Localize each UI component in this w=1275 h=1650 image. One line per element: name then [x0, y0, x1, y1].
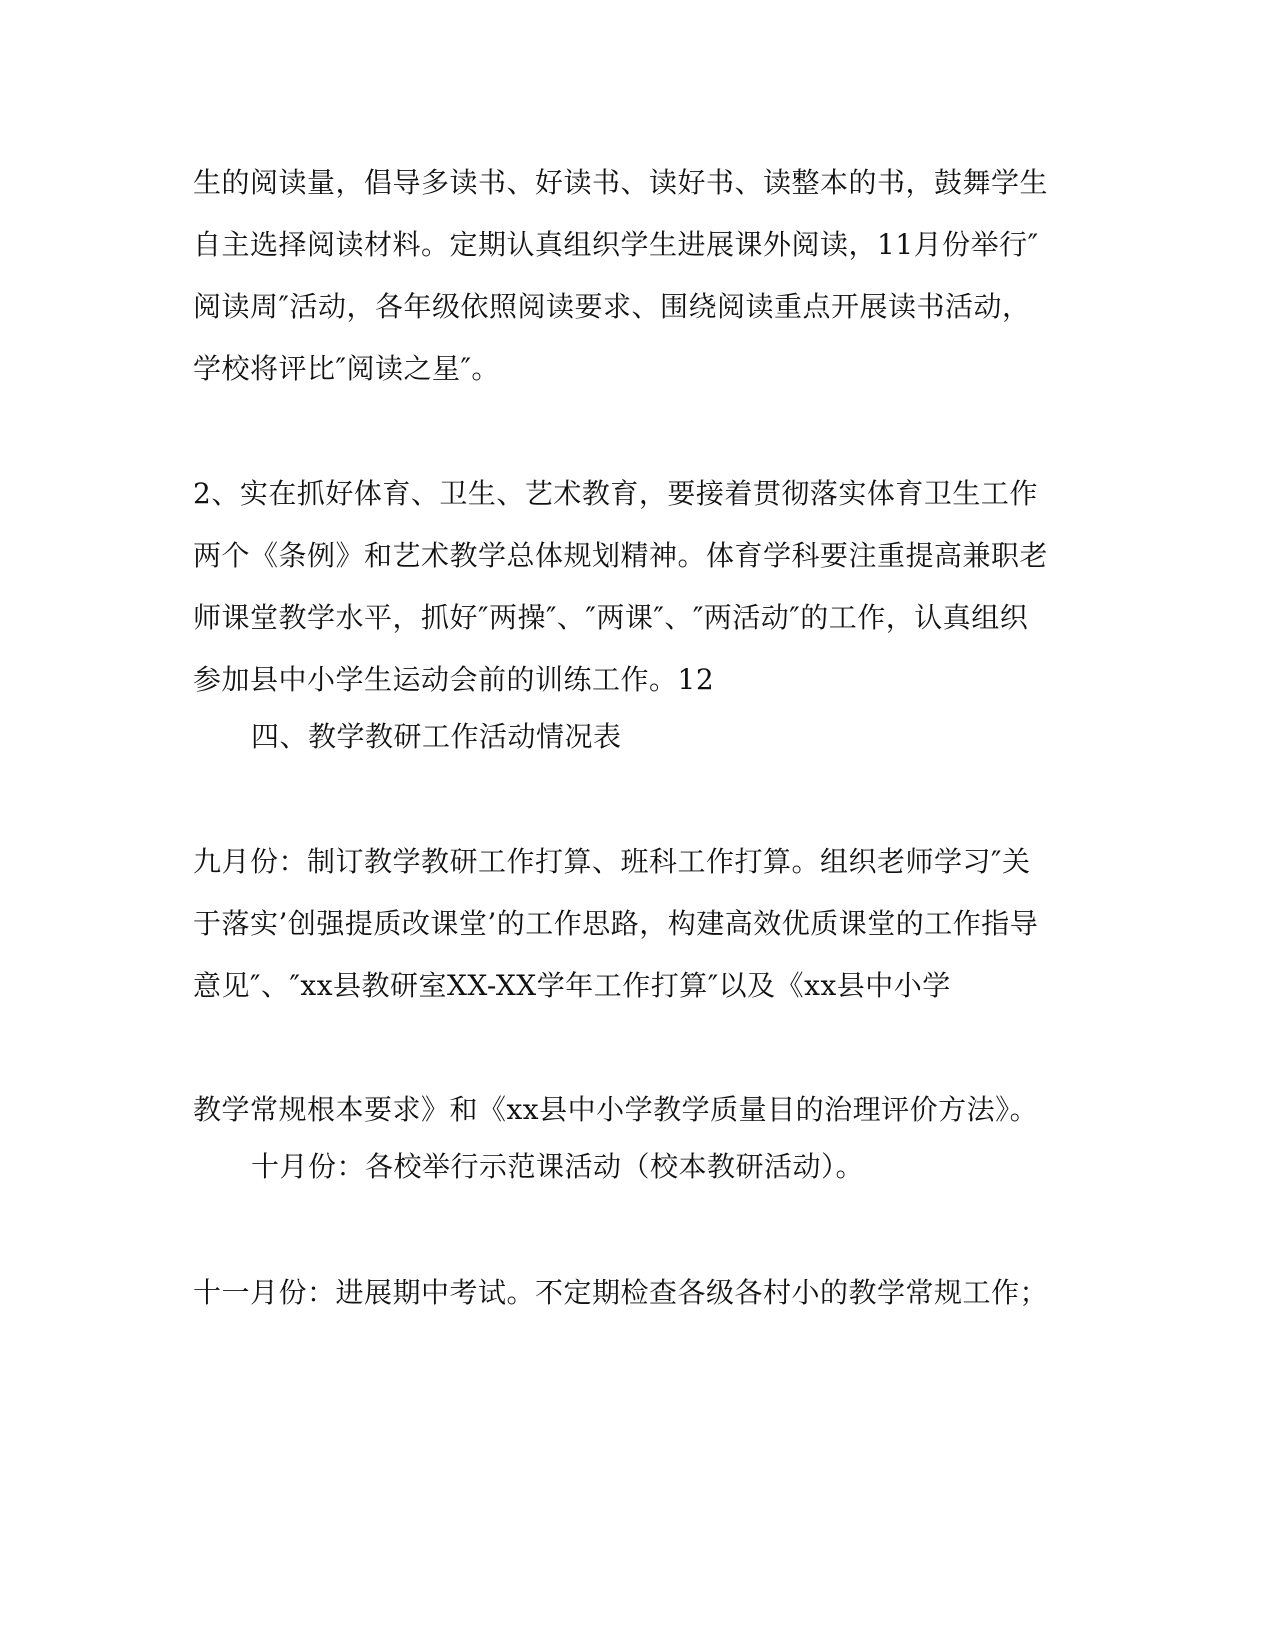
paragraph-line: 学校将评比″阅读之星″。: [193, 352, 500, 385]
paragraph-line: 两个《条例》和艺术教学总体规划精神。体育学科要注重提高兼职老: [193, 539, 1049, 572]
paragraph-line: 意见″、″xx县教研室XX-XX学年工作打算″以及《xx县中小学: [193, 969, 951, 1002]
paragraph-line: 十一月份：进展期中考试。不定期检查各级各村小的教学常规工作；: [193, 1276, 1049, 1309]
paragraph-line: 于落实’创强提质改课堂’的工作思路，构建高效优质课堂的工作指导: [193, 907, 1039, 940]
paragraph-line: 生的阅读量，倡导多读书、好读书、读好书、读整本的书，鼓舞学生: [193, 166, 1049, 199]
paragraph-line: 师课堂教学水平，抓好″两操″、″两课″、″两活动″的工作，认真组织: [193, 601, 1029, 634]
paragraph-line: 阅读周″活动，各年级依照阅读要求、围绕阅读重点开展读书活动，: [193, 290, 1031, 323]
paragraph-line: 自主选择阅读材料。定期认真组织学生进展课外阅读，11月份举行″: [193, 228, 1039, 261]
paragraph-line: 教学常规根本要求》和《xx县中小学教学质量目的治理评价方法》。: [193, 1093, 1039, 1126]
paragraph-line: 参加县中小学生运动会前的训练工作。12: [193, 663, 715, 696]
paragraph-line: 九月份：制订教学教研工作打算、班科工作打算。组织老师学习″关: [193, 845, 1031, 878]
section-heading: 四、教学教研工作活动情况表: [251, 720, 622, 753]
paragraph-line: 2、实在抓好体育、卫生、艺术教育，要接着贯彻落实体育卫生工作: [193, 477, 1038, 510]
paragraph-line: 十月份：各校举行示范课活动（校本教研活动）。: [251, 1150, 865, 1183]
